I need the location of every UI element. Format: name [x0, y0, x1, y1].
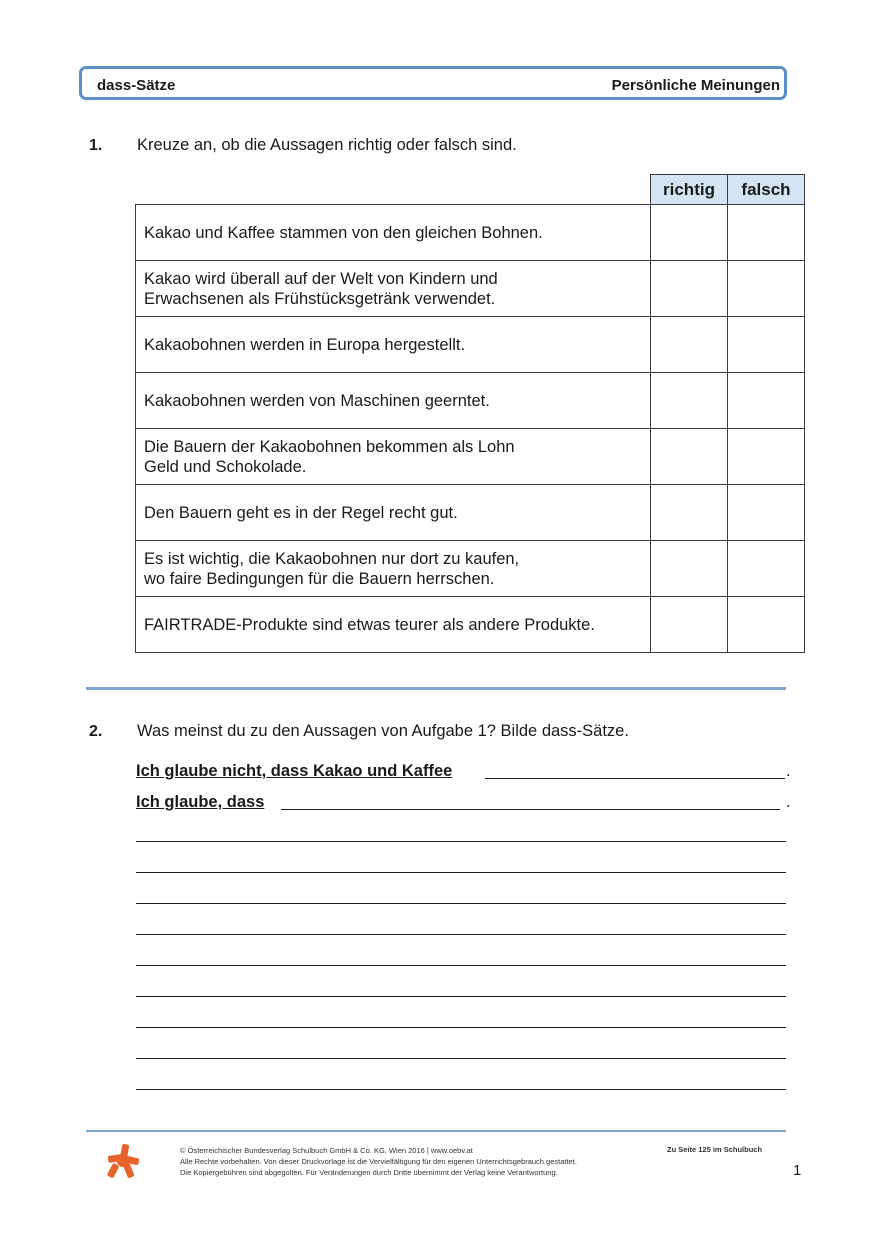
- checkbox-richtig-7[interactable]: [651, 541, 728, 597]
- writing-line-1[interactable]: [136, 841, 786, 842]
- section-divider: [86, 687, 786, 690]
- checkbox-falsch-8[interactable]: [728, 597, 805, 653]
- true-false-table: [135, 174, 805, 653]
- statement-5: Die Bauern der Kakaobohnen bekommen als Lohn Geld und Schokolade.: [136, 429, 651, 485]
- checkbox-falsch-4[interactable]: [728, 373, 805, 429]
- table-row: [136, 373, 805, 429]
- writing-line-9[interactable]: [136, 1089, 786, 1090]
- worksheet-header: [79, 66, 787, 100]
- task-2-number: 2.: [89, 723, 103, 740]
- checkbox-falsch-3[interactable]: [728, 317, 805, 373]
- checkbox-falsch-5[interactable]: [728, 429, 805, 485]
- checkbox-richtig-2[interactable]: [651, 261, 728, 317]
- table-row: [136, 597, 805, 653]
- table-row: [136, 261, 805, 317]
- answer-blank-1[interactable]: [485, 763, 785, 779]
- checkbox-richtig-4[interactable]: [651, 373, 728, 429]
- checkbox-richtig-6[interactable]: [651, 485, 728, 541]
- statement-6: Den Bauern geht es in der Regel recht gut.: [136, 485, 651, 541]
- publisher-logo-icon: [106, 1142, 140, 1180]
- writing-line-5[interactable]: [136, 965, 786, 966]
- example-sentence-1: Ich glaube nicht, dass Kakao und Kaffee: [136, 762, 453, 780]
- checkbox-richtig-5[interactable]: [651, 429, 728, 485]
- statement-8: FAIRTRADE-Produkte sind etwas teurer als andere Produkte.: [136, 597, 651, 653]
- task-1-number: 1.: [89, 137, 103, 154]
- statement-4: Kakaobohnen werden von Maschinen geerntet.: [136, 373, 651, 429]
- worksheet-subtopic: Persönliche Meinungen: [611, 77, 780, 94]
- table-row: [136, 317, 805, 373]
- table-row: [136, 541, 805, 597]
- writing-line-3[interactable]: [136, 903, 786, 904]
- copyright-notice: © Österreichischer Bundesverlag Schulbuch GmbH & Co. KG, Wien 2016 | www.oebv.at Alle Rechte vorbehalten. Von dieser Druckvorlage ist die Vervielfältigung für den eigenen Unterrichtsgebrauch gestattet. Die Kopiergebühren sind abgegolten. Für Veränderungen durch Dritte übernimmt der Verlag keine Verantwortung.: [180, 1146, 577, 1177]
- statement-7: Es ist wichtig, die Kakaobohnen nur dort zu kaufen, wo faire Bedingungen für die Bauern herrschen.: [136, 541, 651, 597]
- period-1: .: [786, 762, 791, 780]
- page-number: 1: [793, 1162, 802, 1179]
- checkbox-falsch-1[interactable]: [728, 205, 805, 261]
- answer-blank-2[interactable]: [281, 794, 780, 810]
- example-sentence-2: Ich glaube, dass: [136, 793, 265, 811]
- table-row: [136, 205, 805, 261]
- textbook-reference: Zu Seite 125 im Schulbuch: [667, 1145, 763, 1154]
- checkbox-falsch-6[interactable]: [728, 485, 805, 541]
- writing-line-2[interactable]: [136, 872, 786, 873]
- task-1-instruction: Kreuze an, ob die Aussagen richtig oder falsch sind.: [137, 136, 517, 154]
- writing-line-7[interactable]: [136, 1027, 786, 1028]
- writing-line-6[interactable]: [136, 996, 786, 997]
- statement-3: Kakaobohnen werden in Europa hergestellt.: [136, 317, 651, 373]
- table-row: [136, 429, 805, 485]
- statement-1: Kakao und Kaffee stammen von den gleichen Bohnen.: [136, 205, 651, 261]
- checkbox-falsch-7[interactable]: [728, 541, 805, 597]
- period-2: .: [786, 793, 791, 811]
- footer-divider: [86, 1130, 786, 1132]
- column-header-richtig: richtig: [651, 175, 728, 205]
- writing-line-4[interactable]: [136, 934, 786, 935]
- checkbox-richtig-1[interactable]: [651, 205, 728, 261]
- worksheet-topic: dass-Sätze: [97, 77, 176, 94]
- checkbox-falsch-2[interactable]: [728, 261, 805, 317]
- checkbox-richtig-8[interactable]: [651, 597, 728, 653]
- checkbox-richtig-3[interactable]: [651, 317, 728, 373]
- writing-line-8[interactable]: [136, 1058, 786, 1059]
- statement-2: Kakao wird überall auf der Welt von Kindern und Erwachsenen als Frühstücksgetränk verwendet.: [136, 261, 651, 317]
- table-row: [136, 485, 805, 541]
- task-2-instruction: Was meinst du zu den Aussagen von Aufgabe 1? Bilde dass-Sätze.: [137, 722, 629, 740]
- column-header-falsch: falsch: [728, 175, 805, 205]
